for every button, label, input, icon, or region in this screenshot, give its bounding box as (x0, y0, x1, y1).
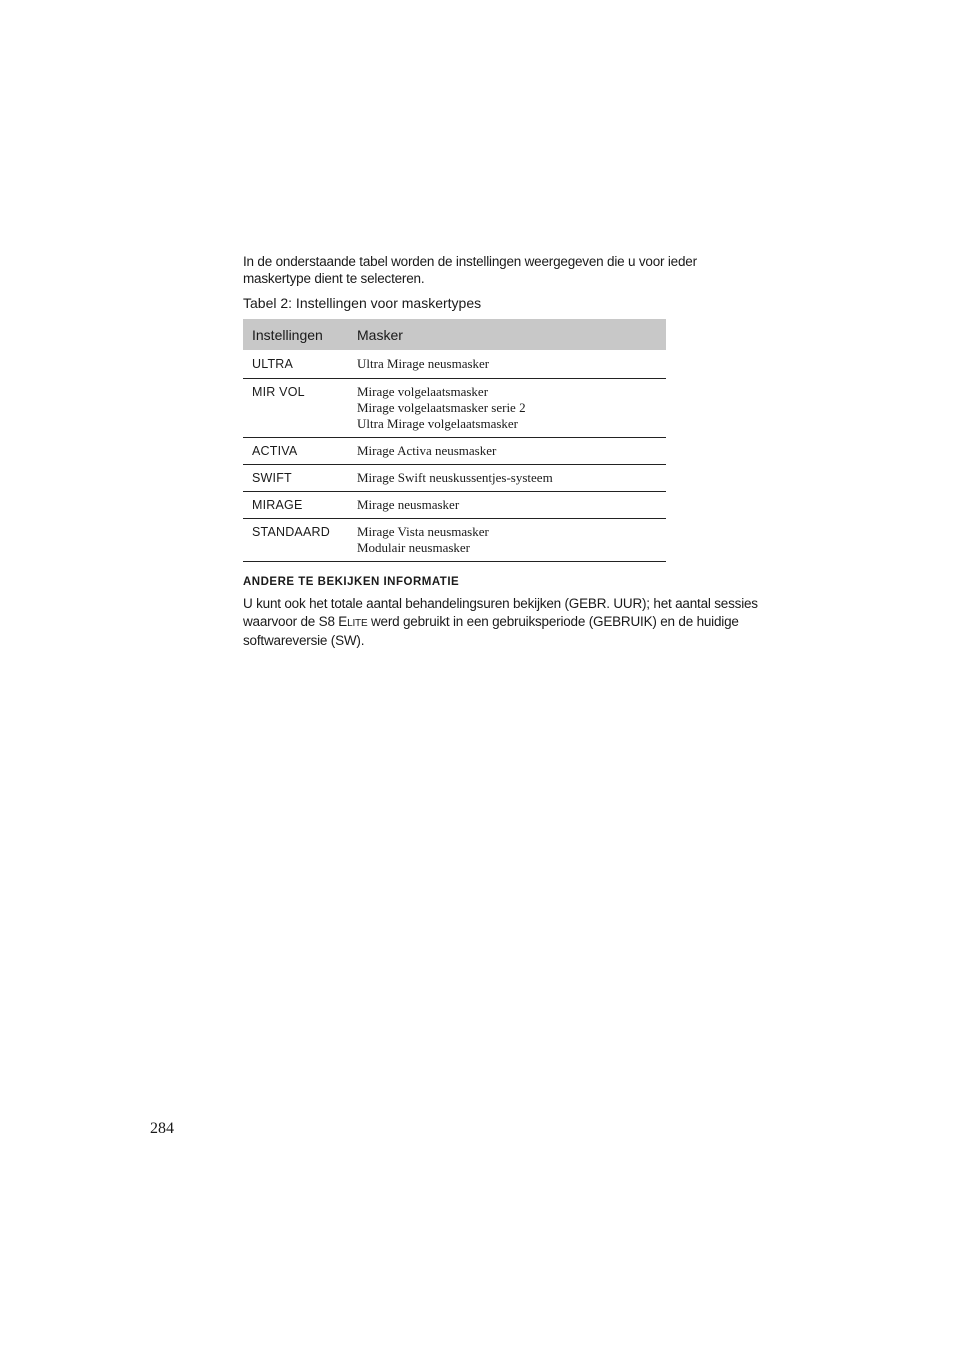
header-mask: Masker (348, 319, 666, 350)
mask-name: Modulair neusmasker (357, 540, 471, 555)
mask-cell (348, 519, 666, 562)
mask-cell (348, 465, 666, 492)
setting-cell: ACTIVA (243, 438, 348, 465)
table-caption: Tabel 2: Instellingen voor maskertypes (243, 295, 482, 311)
setting-cell: STANDAARD (243, 519, 348, 562)
body-text-after: werd gebruikt in een gebruiksperiode (GEBRUIK) en de huidige softwareversie (SW). (243, 613, 739, 648)
setting-cell: SWIFT (243, 465, 348, 492)
table-row (243, 350, 666, 379)
mask-cell (348, 438, 666, 465)
mask-name: Mirage volgelaatsmasker serie 2 (357, 400, 526, 415)
mask-name: Ultra Mirage volgelaatsmasker (357, 416, 518, 431)
device-name: S8 ELITE (318, 613, 368, 629)
header-settings: Instellingen (243, 319, 348, 350)
mask-cell (348, 492, 666, 519)
mask-name: Mirage Swift neuskussentjes-systeem (357, 470, 553, 485)
mask-name: Mirage neusmasker (357, 497, 460, 512)
setting-cell: MIRAGE (243, 492, 348, 519)
setting-cell: ULTRA (243, 350, 348, 379)
mask-cell (348, 350, 666, 379)
mask-name: Mirage volgelaatsmasker (357, 384, 489, 399)
mask-settings-table (243, 319, 666, 562)
body-text-before: U kunt ook het totale aantal behandelingsuren bekijken (GEBR. UUR); het aantal sessies waarvoor de (243, 596, 758, 629)
table-row (243, 492, 666, 519)
table-row (243, 379, 666, 438)
mask-name: Ultra Mirage neusmasker (357, 356, 490, 371)
setting-cell: MIR VOL (243, 379, 348, 438)
mask-name: Mirage Vista neusmasker (357, 524, 489, 539)
table-row (243, 519, 666, 562)
intro-paragraph: In de onderstaande tabel worden de instellingen weergegeven die u voor ieder maskertype dient te selecteren. (243, 254, 697, 286)
section-heading: ANDERE TE BEKIJKEN INFORMATIE (243, 576, 460, 588)
table-header-row (243, 319, 666, 350)
table-row (243, 465, 666, 492)
mask-cell (348, 379, 666, 438)
mask-name: Mirage Activa neusmasker (357, 443, 497, 458)
table-row (243, 438, 666, 465)
page-number: 284 (150, 1120, 174, 1137)
section-body (243, 595, 758, 650)
